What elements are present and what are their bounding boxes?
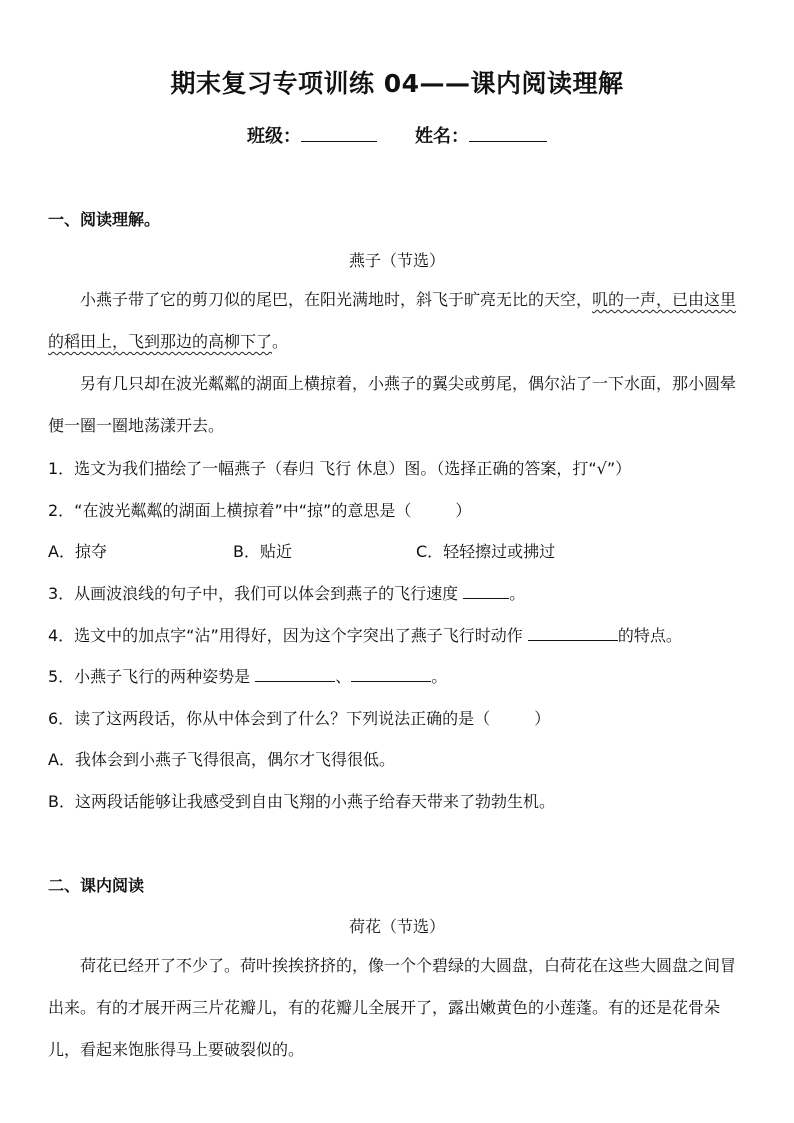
question-2-option-c: C．轻轻擦过或拂过 <box>416 542 556 561</box>
question-4-end: 的特点。 <box>617 626 682 645</box>
question-4 <box>48 623 682 646</box>
question-6 <box>48 706 550 729</box>
passage-1-paragraph-2: 另有几只却在波光粼粼的湖面上横掠着，小燕子的翼尖或剪尾，偶尔沾了一下水面，那小圆晕便一圈一圈地荡漾开去。 <box>48 374 737 435</box>
question-4-blank[interactable] <box>528 624 618 641</box>
wavy-line-sentence-part-2: 这里的稻田上，飞到那边的高柳下了 <box>48 290 737 351</box>
class-label: 班级： <box>247 126 301 147</box>
wavy-line-sentence-part-1: 叽的一声，已由 <box>592 290 705 309</box>
passage-2-paragraph-1: 荷花已经开了不少了。荷叶挨挨挤挤的，像一个个碧绿的大圆盘，白荷花在这些大圆盘之间冒出来。有的才展开两三片花瓣儿，有的花瓣儿全展开了，露出嫩黄色的小莲蓬。有的还是花骨朵儿，看起来饱胀得马上要破裂似的。 <box>48 956 737 1059</box>
question-6-close: ） <box>534 709 551 728</box>
section-2-heading: 二、课内阅读 <box>48 876 145 895</box>
class-field <box>247 122 377 148</box>
question-6-option-b: B．这两段话能够让我感受到自由飞翔的小燕子给春天带来了勃勃生机。 <box>48 792 555 811</box>
question-5-blank-2[interactable] <box>351 665 431 682</box>
question-4-text: 4．选文中的加点字“沾”用得好，因为这个字突出了燕子飞行时动作 <box>48 626 523 645</box>
page-title: 期末复习专项训练 04——课内阅读理解 <box>170 69 624 98</box>
class-blank[interactable] <box>301 123 377 142</box>
question-5 <box>48 664 447 687</box>
passage-1-title: 燕子（节选） <box>348 251 445 270</box>
name-label: 姓名： <box>415 126 469 147</box>
name-field <box>415 122 547 148</box>
question-2 <box>48 498 471 521</box>
question-3-blank[interactable] <box>463 582 509 599</box>
question-2-close: ） <box>455 501 472 520</box>
question-3-text: 3．从画波浪线的句子中，我们可以体会到燕子的飞行速度 <box>48 584 459 603</box>
question-2-text: 2．“在波光粼粼的湖面上横掠着”中“掠”的意思是（ <box>48 501 412 520</box>
passage-1-paragraph-1 <box>48 279 746 363</box>
question-5-blank-1[interactable] <box>255 665 335 682</box>
question-5-end: 。 <box>431 667 448 686</box>
question-2-option-b: B．贴近 <box>233 542 292 561</box>
passage-2-title: 荷花（节选） <box>348 917 445 936</box>
question-5-text: 5．小燕子飞行的两种姿势是 <box>48 667 251 686</box>
question-3 <box>48 581 525 604</box>
section-1-heading: 一、阅读理解。 <box>48 210 161 229</box>
question-6-text: 6．读了这两段话，你从中体会到了什么？下列说法正确的是（ <box>48 709 491 728</box>
question-2-option-a: A．掠夺 <box>48 542 107 561</box>
question-3-end: 。 <box>509 584 526 603</box>
name-blank[interactable] <box>469 123 547 142</box>
question-1: 1．选文为我们描绘了一幅燕子（春归 飞行 休息）图。（选择正确的答案，打“√”） <box>48 459 632 478</box>
question-5-separator: 、 <box>335 667 352 686</box>
question-6-option-a: A．我体会到小燕子飞得很高，偶尔才飞得很低。 <box>48 750 395 769</box>
passage-1-p1-text: 小燕子带了它的剪刀似的尾巴，在阳光满地时，斜飞于旷亮无比的天空， <box>80 290 593 309</box>
passage-1-p1-end: 。 <box>272 332 289 351</box>
